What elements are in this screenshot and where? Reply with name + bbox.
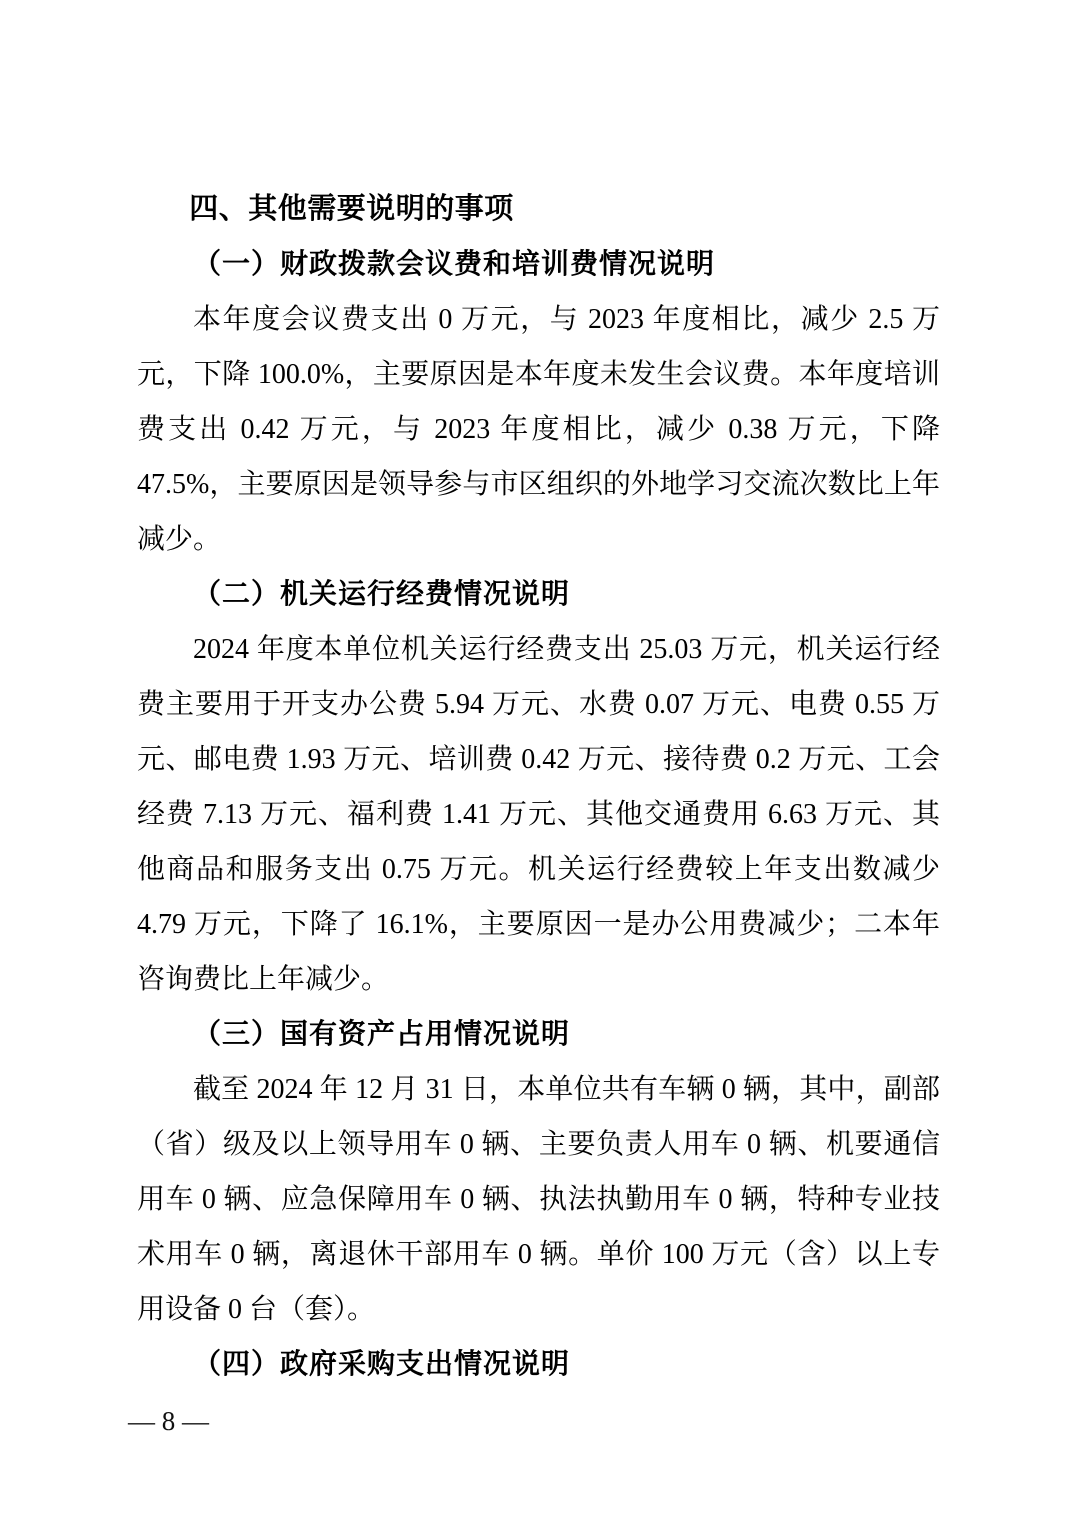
subsection-3-body: 截至 2024 年 12 月 31 日，本单位共有车辆 0 辆，其中，副部（省）级及以上领导用车 0 辆、主要负责人用车 0 辆、机要通信用车 0 辆、应急保障用车 0 辆、执法执勤用车 0 辆，特种专业技术用车 0 辆，离退休干部用车 0 辆。单价 100 万元（含）以上专用设备 0 台（套）。 xyxy=(137,1074,940,1325)
document-content xyxy=(137,182,940,1392)
section-heading: 四、其他需要说明的事项 xyxy=(189,193,514,225)
subsection-2-heading: （二）机关运行经费情况说明 xyxy=(193,579,571,610)
subsection-1-heading: （一）财政拨款会议费和培训费情况说明 xyxy=(193,249,716,280)
page-number: — 8 — xyxy=(128,1406,209,1436)
subsection-2-body: 2024 年度本单位机关运行经费支出 25.03 万元，机关运行经费主要用于开支办公费 5.94 万元、水费 0.07 万元、电费 0.55 万元、邮电费 1.93 万元、培训费 0.42 万元、接待费 0.2 万元、工会经费 7.13 万元、福利费 1.41 万元、其他交通费用 6.63 万元、其他商品和服务支出 0.75 万元。机关运行经费较上年支出数减少 4.79 万元，下降了 16.1%，主要原因一是办公用费减少；二本年咨询费比上年减少。 xyxy=(137,634,940,995)
subsection-4-heading: （四）政府采购支出情况说明 xyxy=(193,1349,571,1380)
subsection-1-body: 本年度会议费支出 0 万元，与 2023 年度相比，减少 2.5 万元，下降 100.0%，主要原因是本年度未发生会议费。本年度培训费支出 0.42 万元，与 2023 年度相比，减少 0.38 万元，下降 47.5%，主要原因是领导参与市区组织的外地学习交流次数比上年减少。 xyxy=(137,304,940,555)
subsection-3-heading: （三）国有资产占用情况说明 xyxy=(193,1019,571,1050)
